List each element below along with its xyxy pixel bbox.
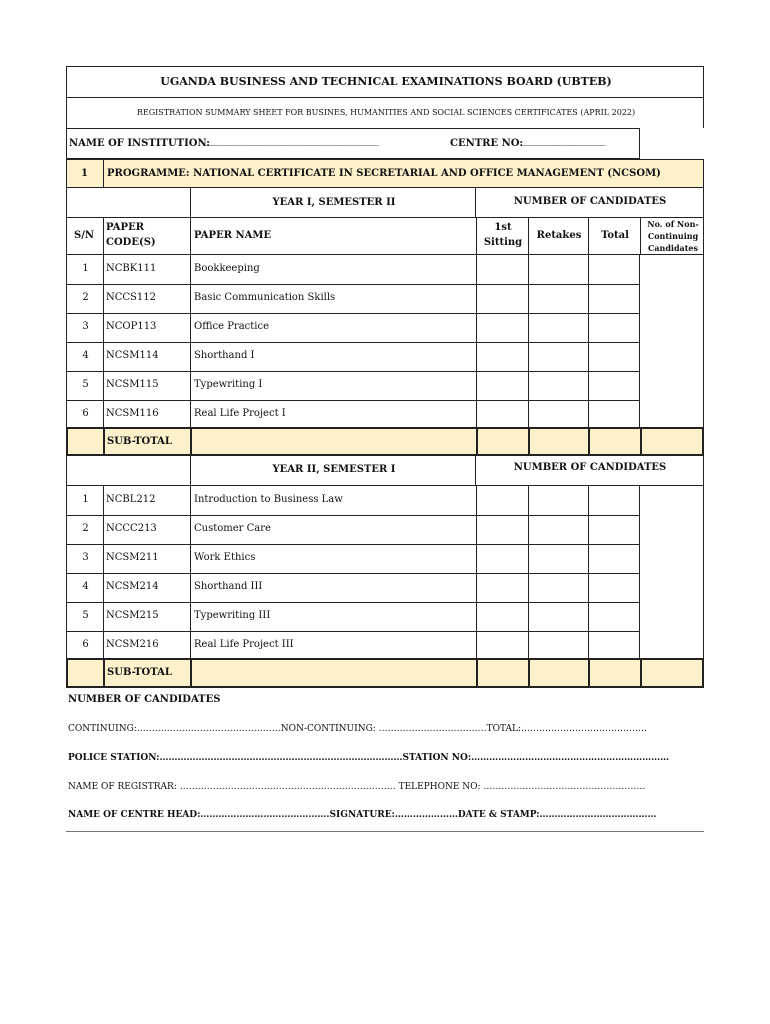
section2-noncont-cell: [640, 485, 704, 659]
table-row: [67, 371, 640, 400]
row-code: NCOP113: [106, 321, 157, 332]
col-code-2: CODE(S): [106, 237, 156, 248]
col-first-2: Sitting: [483, 237, 523, 248]
section1-candidates-heading-cell: [476, 188, 704, 217]
programme-row: [66, 159, 704, 188]
section2-table: [66, 485, 640, 659]
subtitle-row: [66, 97, 704, 128]
centre-no-field[interactable]: _________________________: [522, 136, 605, 146]
footer-police-line[interactable]: POLICE STATION:………………………………………………………………………STATION NO:…………………………………………………………: [68, 753, 670, 763]
section2-heading: YEAR II, SEMESTER I: [272, 464, 396, 475]
column-header-row: [66, 217, 704, 254]
row-code: NCSM215: [106, 610, 159, 621]
row-code: NCSM116: [106, 408, 159, 419]
section1-table: [66, 254, 640, 428]
row-paper-name: Real Life Project I: [194, 408, 286, 419]
section2-candidates-heading: NUMBER OF CANDIDATES: [513, 462, 667, 473]
row-sn: 4: [82, 581, 89, 592]
row-code: NCCC213: [106, 523, 157, 534]
col-first-1: 1st: [494, 222, 512, 233]
row-code: NCBL212: [106, 494, 156, 505]
row-sn: 3: [82, 321, 89, 332]
col-sn: S/N: [74, 230, 95, 241]
row-paper-name: Shorthand III: [194, 581, 263, 592]
section1-heading-cell: [190, 188, 476, 217]
row-paper-name: Office Practice: [194, 321, 270, 332]
section1-subtotal-row: [66, 427, 704, 456]
row-paper-name: Basic Communication Skills: [194, 292, 336, 303]
footer-registrar-line[interactable]: NAME OF REGISTRAR: ……………………………………………………………… TELEPHONE NO: ………………………………………………: [68, 782, 646, 792]
row-sn: 4: [82, 350, 89, 361]
footer-continuing-line[interactable]: CONTINUING:…………………………………………NON-CONTINUING: ………………………………TOTAL:……………………………………: [68, 724, 648, 734]
col-code-1: PAPER: [106, 222, 145, 233]
section1-candidates-heading: NUMBER OF CANDIDATES: [513, 196, 667, 207]
centre-no-label: CENTRE NO:: [450, 138, 524, 149]
programme-number: 1: [81, 168, 88, 179]
row-sn: 5: [82, 379, 89, 390]
row-paper-name: Typewriting I: [194, 379, 263, 390]
section1-subtotal-label: SUB-TOTAL: [107, 436, 172, 447]
title-row: [66, 66, 704, 97]
institution-label: NAME OF INSTITUTION:: [69, 138, 210, 149]
row-paper-name: Real Life Project III: [194, 639, 294, 650]
row-code: NCBK111: [106, 263, 157, 274]
row-code: NCSM115: [106, 379, 159, 390]
col-noncont-2: Continuing: [647, 231, 699, 241]
section2-subtotal-label: SUB-TOTAL: [107, 667, 172, 678]
row-code: NCSM211: [106, 552, 159, 563]
section1-noncont-cell: [640, 254, 704, 428]
footer-number-heading: NUMBER OF CANDIDATES: [68, 694, 221, 705]
col-retakes: Retakes: [536, 230, 582, 241]
row-paper-name: Introduction to Business Law: [194, 494, 343, 505]
institution-field[interactable]: __________________________________________________: [203, 136, 378, 146]
section1-heading: YEAR I, SEMESTER II: [272, 197, 396, 208]
row-code: NCSM216: [106, 639, 159, 650]
programme-name: PROGRAMME: NATIONAL CERTIFICATE IN SECRETARIAL AND OFFICE MANAGEMENT (NCSOM): [107, 168, 661, 179]
table-row: [67, 631, 640, 660]
row-paper-name: Bookkeeping: [194, 263, 260, 274]
section2-subtotal-row: [66, 658, 704, 688]
row-code: NCSM214: [106, 581, 159, 592]
table-row: [67, 544, 640, 573]
row-paper-name: Customer Care: [194, 523, 271, 534]
col-total: Total: [601, 230, 629, 241]
table-row: [67, 342, 640, 371]
row-paper-name: Work Ethics: [194, 552, 256, 563]
footer-divider: [66, 831, 704, 832]
table-row: [67, 313, 640, 342]
sheet-title: UGANDA BUSINESS AND TECHNICAL EXAMINATIONS BOARD (UBTEB): [160, 75, 612, 88]
table-row: [67, 573, 640, 602]
table-row: [67, 255, 640, 284]
row-code: NCSM114: [106, 350, 159, 361]
row-sn: 1: [82, 263, 89, 274]
table-row: [67, 602, 640, 631]
section2-heading-cell: [190, 456, 476, 486]
row-sn: 1: [82, 494, 89, 505]
table-row: [67, 284, 640, 313]
col-noncont-3: Candidates: [647, 243, 699, 253]
col-noncont-1: No. of Non-: [647, 219, 699, 229]
sheet-subtitle: REGISTRATION SUMMARY SHEET FOR BUSINES, HUMANITIES AND SOCIAL SCIENCES CERTIFICATES (APRIL 2022): [136, 108, 636, 117]
row-sn: 2: [82, 292, 89, 303]
footer-centre-head-line[interactable]: NAME OF CENTRE HEAD:…………………………………….SIGNATURE:…………………DATE & STAMP:…………………………………: [68, 810, 657, 820]
row-sn: 3: [82, 552, 89, 563]
table-row: [67, 515, 640, 544]
col-paper-name: PAPER NAME: [194, 230, 272, 241]
table-row: [67, 486, 640, 515]
table-row: [67, 400, 640, 429]
section2-candidates-heading-cell: [476, 456, 704, 486]
row-sn: 6: [82, 639, 89, 650]
row-sn: 5: [82, 610, 89, 621]
row-paper-name: Shorthand I: [194, 350, 255, 361]
row-sn: 6: [82, 408, 89, 419]
institution-row: [66, 128, 640, 159]
row-paper-name: Typewriting III: [194, 610, 271, 621]
row-sn: 2: [82, 523, 89, 534]
row-code: NCCS112: [106, 292, 156, 303]
